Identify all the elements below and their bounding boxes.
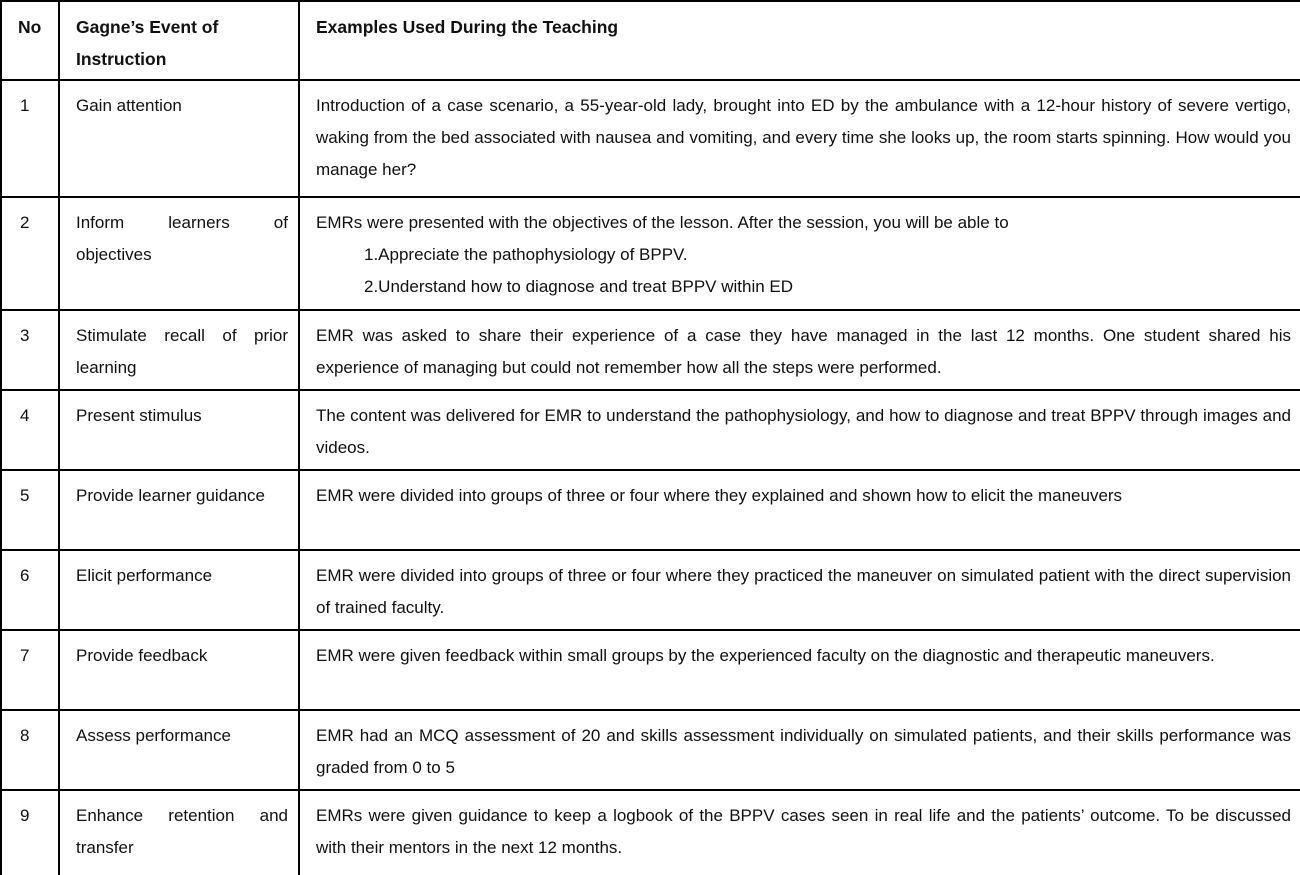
example-cell [299,80,1300,197]
event-cell: Assess performance [59,710,299,790]
example-cell [299,630,1300,710]
example-cell [299,550,1300,630]
example-text: The content was delivered for EMR to understand the pathophysiology, and how to diagnose and treat BPPV through images and videos. [316,406,1291,457]
table-row [1,550,1300,630]
table-body [1,80,1300,875]
row-number-cell: 2 [1,197,59,310]
example-cell [299,390,1300,470]
table-row [1,80,1300,197]
event-cell: Gain attention [59,80,299,197]
objective-item: 2.Understand how to diagnose and treat BPPV within ED [364,277,794,296]
example-cell [299,710,1300,790]
example-text: EMRs were given guidance to keep a logbook of the BPPV cases seen in real life and the patients’ outcome. To be discussed with their mentors in the next 12 months. [316,806,1291,857]
table-row [1,310,1300,390]
event-cell: Provide feedback [59,630,299,710]
table-row [1,390,1300,470]
example-text: EMR were divided into groups of three or four where they practiced the maneuver on simulated patient with the direct supervision of trained faculty. [316,566,1291,617]
example-text: EMR were divided into groups of three or four where they explained and shown how to elicit the maneuvers [316,486,1123,505]
table-row [1,470,1300,550]
example-cell [299,310,1300,390]
table-header [1,1,1300,80]
row-number-cell: 9 [1,790,59,875]
header-event: Gagne’s Event of Instruction [59,1,299,80]
row-number-cell: 5 [1,470,59,550]
header-no: No [1,1,59,80]
row-number-cell: 1 [1,80,59,197]
example-text: Introduction of a case scenario, a 55-year-old lady, brought into ED by the ambulance with a 12-hour history of severe vertigo, waking from the bed associated with nausea and vomiting, and every time she looks up, the room starts spinning. How would you manage her? [316,96,1291,179]
example-text: EMRs were presented with the objectives of the lesson. After the session, you will be able to [316,213,1009,232]
objective-item: 1.Appreciate the pathophysiology of BPPV. [364,245,688,264]
row-number-cell: 6 [1,550,59,630]
row-number-cell: 4 [1,390,59,470]
table-row [1,197,1300,310]
header-row [1,1,1300,80]
example-cell [299,197,1300,310]
table-row [1,790,1300,875]
table-row [1,710,1300,790]
header-examples: Examples Used During the Teaching [299,1,1300,80]
event-cell: Inform learners of objectives [59,197,299,310]
event-cell: Enhance retention and transfer [59,790,299,875]
event-cell: Elicit performance [59,550,299,630]
example-text: EMR were given feedback within small groups by the experienced faculty on the diagnostic and therapeutic maneuvers. [316,646,1215,665]
row-number-cell: 7 [1,630,59,710]
example-text: EMR had an MCQ assessment of 20 and skills assessment individually on simulated patients, and their skills performance was graded from 0 to 5 [316,726,1291,777]
example-cell [299,790,1300,875]
table-row [1,630,1300,710]
row-number-cell: 3 [1,310,59,390]
event-cell: Stimulate recall of prior learning [59,310,299,390]
event-cell: Present stimulus [59,390,299,470]
example-text: EMR was asked to share their experience of a case they have managed in the last 12 months. One student shared his experience of managing but could not remember how all the steps were performed. [316,326,1291,377]
event-cell: Provide learner guidance [59,470,299,550]
example-cell [299,470,1300,550]
row-number-cell: 8 [1,710,59,790]
